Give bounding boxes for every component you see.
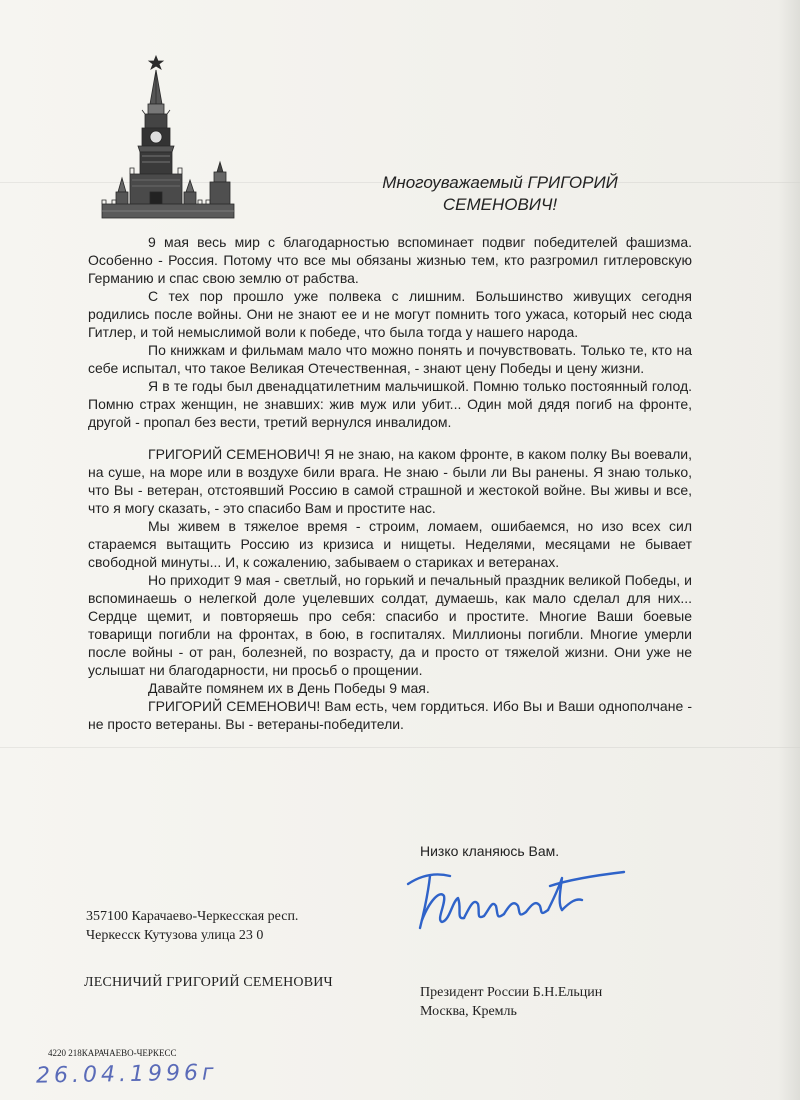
signature-icon: [400, 850, 630, 940]
closing-line: Низко кланяюсь Вам.: [420, 843, 560, 859]
paragraph: Но приходит 9 мая - светлый, но горький и печальный праздник великой Победы, и вспоминаешь о нелегкой доле уцелевших солдат, думаешь, как мало сделал для них... Сердце щемит, и повторяешь про себя: спасибо и простите. Многие Ваши боевые товарищи погибли на фронтах, в бою, в госпиталях. Миллионы погибли. Многие умерли после войны - от ран, болезней, по возрасту, да и просто от тяжелой жизни. Они уже не услышат ни благодарности, ни просьб о прощении.: [88, 572, 692, 678]
salutation: [340, 172, 660, 216]
paragraph: Я в те годы был двенадцатилетним мальчишкой. Помню только постоянный голод. Помню страх женщин, не знавших: жив муж или убит... Один мой дядя погиб на фронте, другой - пропал без вести, третий вернулся инвалидом.: [88, 378, 692, 430]
paragraph: По книжкам и фильмам мало что можно понять и почувствовать. Только те, кто на себе испытал, что такое Великая Отечественная, - знают цену Победы и цену жизни.: [88, 342, 692, 376]
handwritten-date: 26.04.1996г: [35, 1060, 218, 1089]
salutation-line: Многоуважаемый ГРИГОРИЙ: [382, 173, 618, 192]
recipient-address: [86, 907, 298, 945]
sender-location: Москва, Кремль: [420, 1004, 517, 1019]
paragraph: ГРИГОРИЙ СЕМЕНОВИЧ! Вам есть, чем гордиться. Ибо Вы и Ваши однополчане - не просто ветераны. Вы - ветераны-победители.: [88, 698, 692, 732]
fold-line: [0, 747, 800, 748]
recipient-name: ЛЕСНИЧИЙ ГРИГОРИЙ СЕМЕНОВИЧ: [84, 975, 333, 990]
sender-title: Президент России Б.Н.Ельцин: [420, 985, 603, 1000]
paragraph: Мы живем в тяжелое время - строим, ломаем, ошибаемся, но изо всех сил стараемся вытащить Россию из кризиса и нищеты. Неделями, месяцами не бывает свободной минуты... И, к сожалению, забываем о стариках и ветеранах.: [88, 518, 692, 570]
postal-code: 4220 218КАРАЧАЕВО-ЧЕРКЕСС: [48, 1048, 177, 1058]
salutation-line: СЕМЕНОВИЧ!: [442, 195, 558, 214]
letter-body: [88, 233, 692, 733]
address-line: Черкесск Кутузова улица 23 0: [86, 928, 264, 943]
page-edge-shadow: [778, 0, 800, 1100]
address-line: 357100 Карачаево-Черкесская респ.: [86, 909, 299, 924]
paragraph: С тех пор прошло уже полвека с лишним. Большинство живущих сегодня родились после войны. Они не знают ее и не могут помнить того ужаса, который нес сюда Гитлер, и той немыслимой воли к победе, что была тогда у нашего народа.: [88, 288, 692, 340]
paragraph: 9 мая весь мир с благодарностью вспоминает подвиг победителей фашизма. Особенно - Россия. Потому что все мы обязаны жизнью тем, кто разгромил гитлеровскую Германию и спас свою землю от рабства.: [88, 234, 692, 286]
paragraph: ГРИГОРИЙ СЕМЕНОВИЧ! Я не знаю, на каком фронте, в каком полку Вы воевали, на суше, на море или в воздухе били врага. Не знаю - были ли Вы ранены. Я знаю только, что Вы - ветеран, отстоявший Россию в самой страшной и жестокой войне. Вы живы и все, что я могу сказать, - это спасибо Вам и простите нас.: [88, 446, 692, 516]
paragraph: Давайте помянем их в День Победы 9 мая.: [148, 680, 430, 696]
sender-block: [420, 983, 602, 1021]
kremlin-spasskaya-tower-icon: [98, 52, 238, 222]
